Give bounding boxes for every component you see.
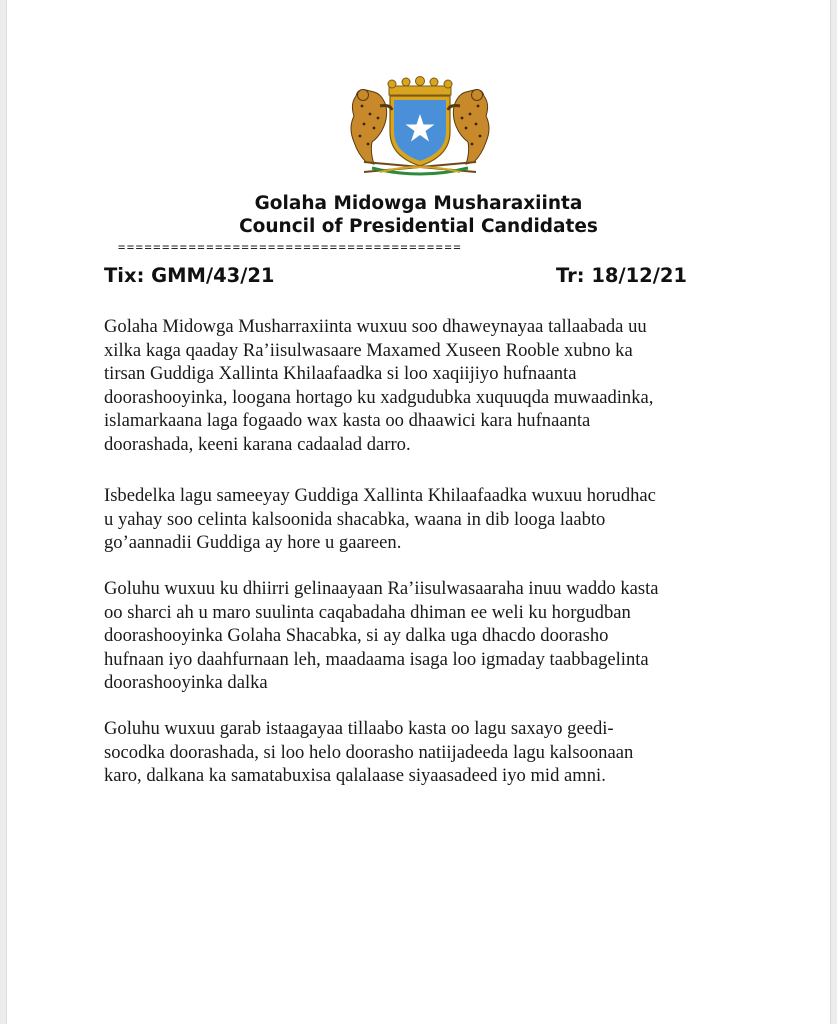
paragraph-line: karo, dalkana ka samatabuxisa qalalaase siyaasadeed iyo mid amni. <box>104 765 606 787</box>
paragraph-line: go’aannadii Guddiga ay hore u gaareen. <box>104 532 402 554</box>
paragraph-line: Isbedelka lagu sameeyay Guddiga Xallinta Khilaafaadka wuxuu horudhac <box>104 485 656 506</box>
paragraph-line: oo sharci ah u maro suulinta caqabadaha dhiman ee weli ku horgudban <box>104 601 631 623</box>
paragraph-line: tirsan Guddiga Xallinta Khilaafaadka si loo xaqiijiyo hufnaanta <box>104 363 577 385</box>
body-paragraph <box>104 577 744 695</box>
separator-line: ======================================= <box>118 240 463 254</box>
council-title-somali: Golaha Midowga Musharaxiinta <box>254 193 583 214</box>
paragraph-line: u yahay soo celinta kalsoonida shacabka, waana in dib looga laabto <box>104 508 606 530</box>
shield <box>390 96 450 166</box>
right-leopard <box>448 90 489 165</box>
reference-number: Tix: GMM/43/21 <box>104 264 275 287</box>
letter-date: Tr: 18/12/21 <box>555 264 687 287</box>
crown <box>388 77 452 96</box>
paragraph-line: socodka doorashada, si loo helo doorasho natiijadeeda lagu kalsoonaan <box>104 741 634 763</box>
paragraph-line: Goluhu wuxuu garab istaagayaa tillaabo kasta oo lagu saxayo geedi- <box>104 718 614 739</box>
paragraph-line: doorashada, keeni karana cadaalad darro. <box>104 433 411 455</box>
body-paragraph <box>104 484 744 555</box>
paragraph-line: doorashooyinka dalka <box>104 672 268 694</box>
paragraph-line: Golaha Midowga Musharraxiinta wuxuu soo dhaweynayaa tallaabada uu <box>104 316 647 337</box>
left-leopard <box>351 90 392 165</box>
paragraph-line: hufnaan iyo daahfurnaan leh, maadaama isaga loo igmaday taabbagelinta <box>104 648 649 670</box>
body-paragraph <box>104 315 744 457</box>
body-paragraph <box>104 717 744 788</box>
paragraph-line: doorashooyinka, loogana hortago ku xadgudubka xuquuqda muwaadinka, <box>104 386 654 408</box>
paragraph-line: xilka kaga qaaday Ra’iisulwasaare Maxamed Xuseen Rooble xubno ka <box>104 339 633 361</box>
paragraph-line: islamarkaana laga fogaado wax kasta oo dhaawici kara hufnaanta <box>104 410 591 432</box>
coat-of-arms-icon <box>336 76 504 180</box>
paragraph-line: Goluhu wuxuu ku dhiirri gelinaayaan Ra’iisulwasaaraha inuu waddo kasta <box>104 578 659 599</box>
council-title-english: Council of Presidential Candidates <box>239 216 598 237</box>
paragraph-line: doorashooyinka Golaha Shacabka, si ay dalka uga dhacdo doorasho <box>104 625 609 647</box>
